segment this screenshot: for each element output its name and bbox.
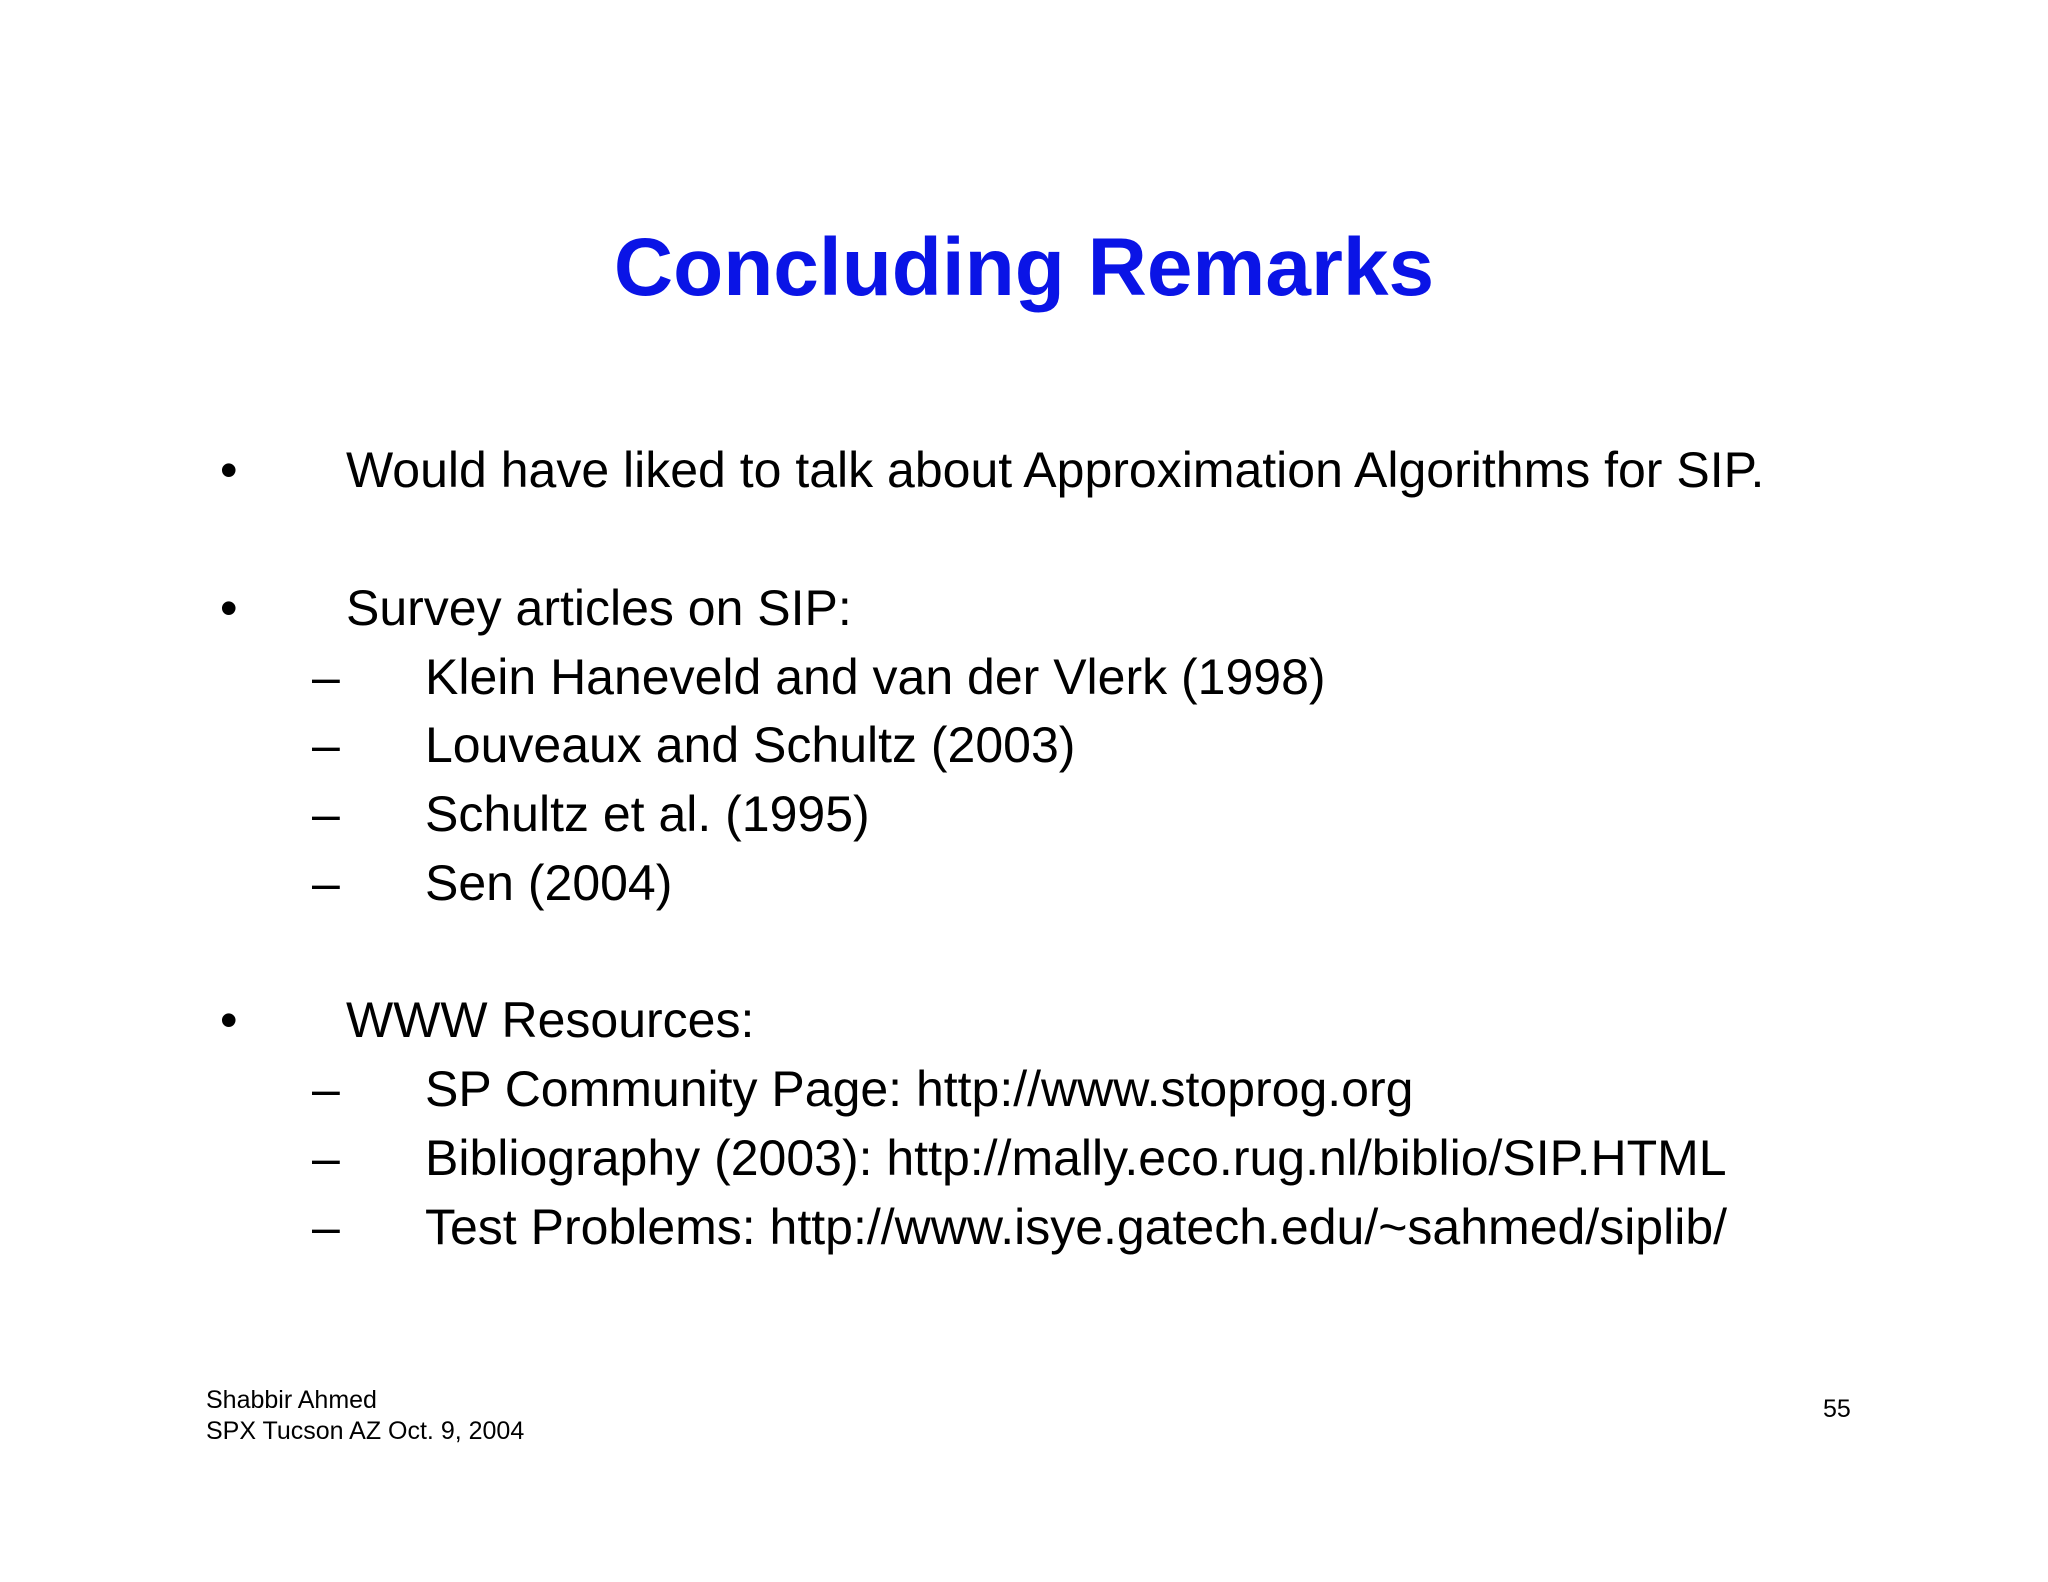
bullet-marker: • bbox=[220, 442, 238, 498]
sub-item-text: Klein Haneveld and van der Vlerk (1998) bbox=[425, 649, 1326, 705]
bullet-text: Would have liked to talk about Approximation Algorithms for SIP. bbox=[346, 442, 1765, 498]
sub-item-text: Bibliography (2003): http://mally.eco.rug.nl/biblio/SIP.HTML bbox=[425, 1130, 1727, 1186]
dash-marker: – bbox=[312, 855, 340, 911]
page-number: 55 bbox=[1823, 1395, 1851, 1423]
dash-marker: – bbox=[312, 717, 340, 773]
dash-marker: – bbox=[312, 1199, 340, 1255]
slide-title: Concluding Remarks bbox=[613, 222, 1435, 313]
sub-item-text: Schultz et al. (1995) bbox=[425, 786, 870, 842]
sub-item-text: Test Problems: http://www.isye.gatech.edu/~sahmed/siplib/ bbox=[425, 1199, 1728, 1255]
dash-marker: – bbox=[312, 1061, 340, 1117]
bullet-marker: • bbox=[220, 992, 238, 1048]
sub-item-text: Sen (2004) bbox=[425, 855, 673, 911]
footer-author: Shabbir Ahmed bbox=[206, 1386, 377, 1414]
footer-event: SPX Tucson AZ Oct. 9, 2004 bbox=[206, 1417, 525, 1445]
bullet-marker: • bbox=[220, 580, 238, 636]
dash-marker: – bbox=[312, 1130, 340, 1186]
bullet-text: Survey articles on SIP: bbox=[346, 580, 852, 636]
dash-marker: – bbox=[312, 649, 340, 705]
bullet-text: WWW Resources: bbox=[346, 992, 755, 1048]
sub-item-text: SP Community Page: http://www.stoprog.org bbox=[425, 1061, 1414, 1117]
sub-item-text: Louveaux and Schultz (2003) bbox=[425, 717, 1076, 773]
dash-marker: – bbox=[312, 786, 340, 842]
